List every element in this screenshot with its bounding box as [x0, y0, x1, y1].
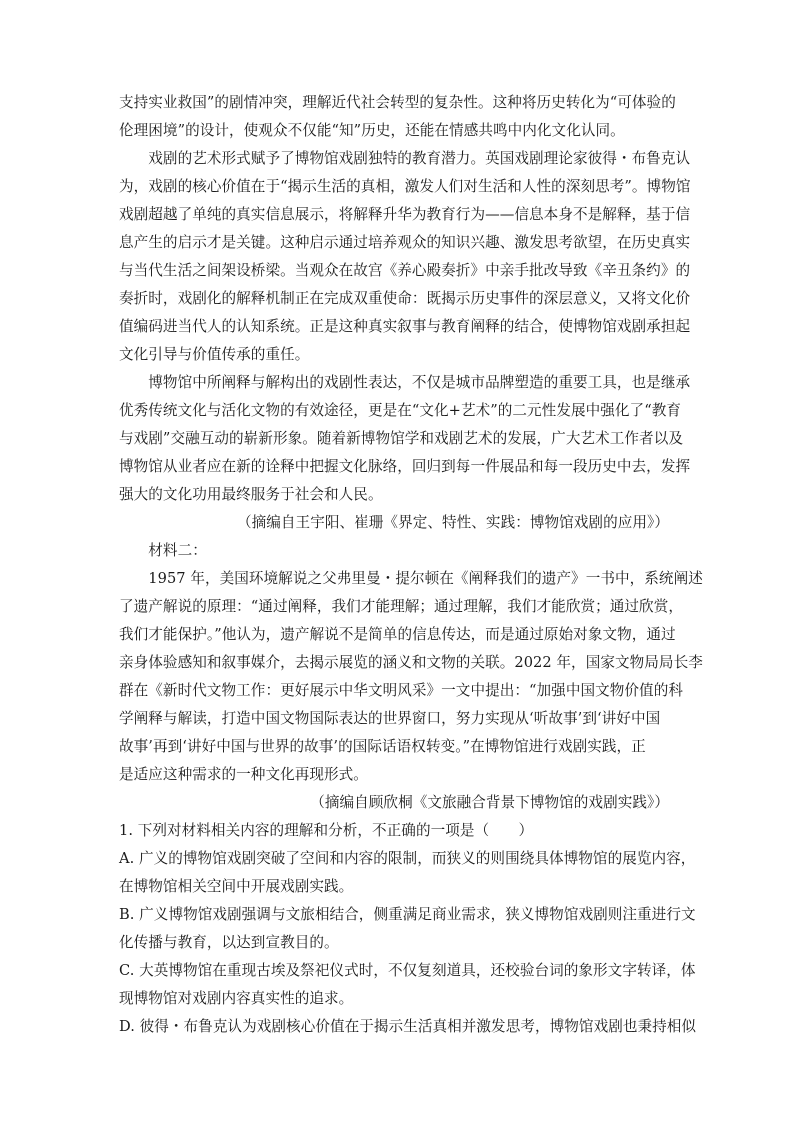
paragraph-line: 博物馆从业者应在新的诠释中把握文化脉络，回归到每一件展品和每一段历史中去，发挥 [119, 458, 691, 475]
paragraph-line: 故事’再到‘讲好中国与世界的故事’的国际话语权转变。”在博物馆进行戏剧实践，正 [119, 738, 646, 755]
paragraph-line: 息产生的启示才是关键。这种启示通过培养观众的知识兴趣、激发思考欲望，在历史真实 [119, 234, 691, 251]
paragraph-line: 伦理困境”的设计，使观众不仅能“知”历史，还能在情感共鸣中内化文化认同。 [119, 122, 625, 139]
paragraph-line: 博物馆中所阐释与解构出的戏剧性表达，不仅是城市品牌塑造的重要工具，也是继承 [119, 374, 691, 391]
paragraph-line: 戏剧的艺术形式赋予了博物馆戏剧独特的教育潜力。英国戏剧理论家彼得・布鲁克认 [119, 150, 691, 167]
paragraph-line: 优秀传统文化与活化文物的有效途径，更是在“文化+艺术”的二元性发展中强化了“教育 [119, 402, 681, 419]
option-a-line-1: A. 广义的博物馆戏剧突破了空间和内容的限制，而狭义的则围绕具体博物馆的展览内容， [119, 850, 696, 867]
paragraph-line: 值编码进当代人的认知系统。正是这种真实叙事与教育阐释的结合，使博物馆戏剧承担起 [119, 318, 691, 335]
option-d-line-1: D. 彼得・布鲁克认为戏剧核心价值在于揭示生活真相并激发思考，博物馆戏剧也秉持相似 [119, 1018, 697, 1035]
source-citation-1: （摘编自王宇阳、崔珊《界定、特性、实践：博物馆戏剧的应用》） [236, 514, 669, 531]
option-c-line-2: 现博物馆对戏剧内容真实性的追求。 [119, 990, 354, 1007]
paragraph-line: 学阐释与解读，打造中国文物国际表达的世界窗口，努力实现从‘听故事’到‘讲好中国 [119, 710, 661, 727]
paragraph-line: 与当代生活之间架设桥梁。当观众在故宫《养心殿奏折》中亲手批改导致《辛丑条约》的 [119, 262, 691, 279]
material-2-label: 材料二： [119, 542, 207, 559]
paragraph-line: 了遗产解说的原理：“通过阐释，我们才能理解；通过理解，我们才能欣赏；通过欣赏， [119, 598, 683, 615]
paragraph-line: 1957 年，美国环境解说之父弗里曼・提尔顿在《阐释我们的遗产》一书中，系统阐述 [119, 570, 703, 587]
option-c-line-1: C. 大英博物馆在重现古埃及祭祀仪式时，不仅复刻道具，还校验台词的象形文字转译，体 [119, 962, 696, 979]
source-citation-2: （摘编自顾欣桐《文旅融合背景下博物馆的戏剧实践》） [310, 794, 669, 811]
paragraph-line: 为，戏剧的核心价值在于“揭示生活的真相，激发人们对生活和人性的深刻思考”。博物馆 [119, 178, 691, 195]
paragraph-line: 亲身体验感知和叙事媒介，去揭示展览的涵义和文物的关联。2022 年，国家文物局局长李 [119, 654, 703, 671]
paragraph-line: 强大的文化功用最终服务于社会和人民。 [119, 486, 383, 503]
paragraph-line: 文化引导与价值传承的重任。 [119, 346, 310, 363]
paragraph-line: 戏剧超越了单纯的真实信息展示，将解释升华为教育行为——信息本身不是解释，基于信 [119, 206, 691, 223]
option-b-line-2: 化传播与教育，以达到宣教目的。 [119, 934, 339, 951]
question-stem: 1. 下列对材料相关内容的理解和分析，不正确的一项是（ ） [119, 822, 534, 839]
paragraph-line: 是适应这种需求的一种文化再现形式。 [119, 766, 368, 783]
paragraph-line: 我们才能保护。”他认为，遗产解说不是简单的信息传达，而是通过原始对象文物，通过 [119, 626, 676, 643]
option-b-line-1: B. 广义博物馆戏剧强调与文旅相结合，侧重满足商业需求，狭义博物馆戏剧则注重进行文 [119, 906, 696, 923]
paragraph-line: 群在《新时代文物工作：更好展示中华文明风采》一文中提出：“加强中国文物价值的科 [119, 682, 683, 699]
option-a-line-2: 在博物馆相关空间中开展戏剧实践。 [119, 878, 354, 895]
paragraph-line: 与戏剧”交融互动的崭新形象。随着新博物馆学和戏剧艺术的发展，广大艺术工作者以及 [119, 430, 683, 447]
paragraph-line: 奏折时，戏剧化的解释机制正在完成双重使命：既揭示历史事件的深层意义，又将文化价 [119, 290, 691, 307]
paragraph-line: 支持实业救国”的剧情冲突，理解近代社会转型的复杂性。这种将历史转化为“可体验的 [119, 94, 676, 111]
